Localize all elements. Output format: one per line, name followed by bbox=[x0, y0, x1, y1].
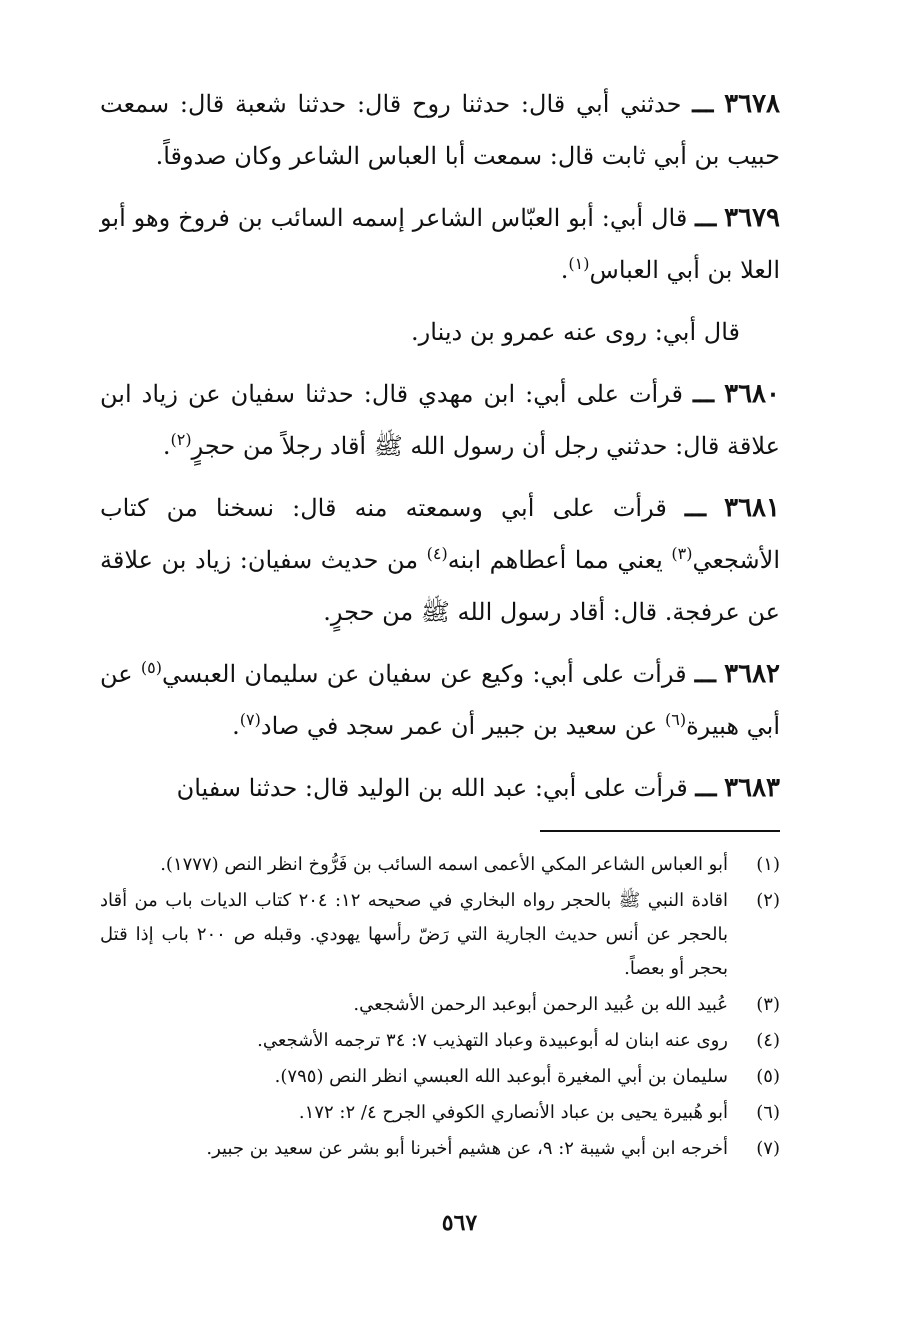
paragraph-text: قرأت على أبي: وكيع عن سفيان عن سليمان العبسي bbox=[161, 660, 687, 688]
footnote-item bbox=[100, 1060, 780, 1094]
footnote-ref: (١) bbox=[568, 254, 590, 273]
dash: ـــ bbox=[695, 203, 717, 232]
footnote-text: عُبيد الله بن عُبيد الرحمن أبوعبد الرحمن الأشجعي. bbox=[353, 994, 728, 1015]
main-text bbox=[100, 78, 780, 824]
dash: ـــ bbox=[695, 773, 717, 802]
footnote-item bbox=[100, 988, 780, 1022]
paragraph-text: عن أبي هبيرة bbox=[100, 660, 780, 740]
footnote-text: روى عنه ابنان له أبوعبيدة وعباد التهذيب ٧: ٣٤ ترجمه الأشجعي. bbox=[257, 1030, 728, 1051]
footnotes bbox=[100, 848, 780, 1168]
paragraph-number: ٣٦٨٠ bbox=[724, 379, 780, 409]
footnote-text: سليمان بن أبي المغيرة أبوعبد الله العبسي انظر النص (٧٩٥). bbox=[274, 1066, 728, 1087]
footnote-number: (٢) bbox=[756, 890, 780, 911]
paragraph-3681 bbox=[100, 482, 780, 638]
footnote-text: أبو هُبيرة يحيى بن عباد الأنصاري الكوفي الجرح ٤/ ٢: ١٧٢. bbox=[298, 1102, 728, 1123]
paragraph-text: قال أبي: أبو العبّاس الشاعر إسمه السائب بن فروخ وهو أبو العلا بن أبي العباس bbox=[100, 204, 780, 284]
paragraph-text: عن سعيد بن جبير أن عمر سجد في صاد bbox=[260, 712, 665, 740]
footnote-number: (٧) bbox=[756, 1138, 780, 1159]
dash: ـــ bbox=[692, 89, 714, 118]
paragraph-3683 bbox=[100, 762, 780, 814]
footnote-ref: (٤) bbox=[426, 544, 448, 563]
paragraph-number: ٣٦٧٨ bbox=[724, 89, 780, 119]
footnote-text: اقادة النبي ﷺ بالحجر رواه البخاري في صحيحه ١٢: ٢٠٤ كتاب الديات باب من أقاد بالحجر عن أنس حديث الجارية التي رَضّ رأسها يهودي. وقبله ص ٢٠٠ باب إذا قتل بحجر أو بعصاً. bbox=[100, 890, 728, 979]
paragraph-text: حدثني أبي قال: حدثنا روح قال: حدثنا شعبة قال: سمعت حبيب بن أبي ثابت قال: سمعت أبا العباس الشاعر وكان صدوقاً. bbox=[100, 90, 780, 170]
paragraph-tail: . bbox=[560, 256, 569, 284]
page-number: ٥٦٧ bbox=[441, 1210, 478, 1236]
dash: ـــ bbox=[694, 659, 716, 688]
paragraph-3680 bbox=[100, 368, 780, 472]
paragraph-text: قال أبي: روى عنه عمرو بن دينار. bbox=[411, 318, 740, 346]
footnote-text: أبو العباس الشاعر المكي الأعمى اسمه السائب بن فَرُّوخ انظر النص (١٧٧٧). bbox=[160, 854, 728, 875]
footnote-item bbox=[100, 1096, 780, 1130]
footnote-ref: (٣) bbox=[671, 544, 693, 563]
footnote-number: (٤) bbox=[756, 1030, 780, 1051]
footnote-number: (٦) bbox=[756, 1102, 780, 1123]
footnote-ref: (٥) bbox=[140, 658, 162, 677]
paragraph-tail: . bbox=[162, 432, 171, 460]
paragraph-text: قرأت على أبي: ابن مهدي قال: حدثنا سفيان عن زياد ابن علاقة قال: حدثني رجل أن رسول الله ﷺ أقاد رجلاً من حجرٍ bbox=[100, 380, 780, 460]
dash: ـــ bbox=[692, 379, 715, 408]
footnote-ref: (٦) bbox=[664, 710, 687, 729]
footnote-item bbox=[100, 1132, 780, 1166]
dash: ـــ bbox=[684, 493, 707, 522]
paragraph-3682 bbox=[100, 648, 780, 752]
paragraph-number: ٣٦٧٩ bbox=[724, 203, 780, 233]
footnote-item bbox=[100, 884, 780, 986]
footnote-number: (٣) bbox=[756, 994, 780, 1015]
footnote-ref: (٧) bbox=[239, 710, 261, 729]
footnote-number: (١) bbox=[756, 854, 780, 875]
paragraph-text: من حديث سفيان: زياد بن علاقة عن عرفجة. قال: أقاد رسول الله ﷺ من حجرٍ. bbox=[100, 546, 780, 626]
paragraph-text: قرأت على أبي: عبد الله بن الوليد قال: حدثنا سفيان bbox=[176, 774, 688, 802]
paragraph-number: ٣٦٨٢ bbox=[724, 659, 780, 689]
footnote-separator bbox=[540, 830, 780, 832]
footnote-item bbox=[100, 848, 780, 882]
paragraph-3679-note bbox=[100, 306, 780, 358]
footnote-ref: (٢) bbox=[170, 430, 192, 449]
paragraph-number: ٣٦٨٣ bbox=[724, 773, 780, 803]
paragraph-3678 bbox=[100, 78, 780, 182]
paragraph-tail: . bbox=[232, 712, 240, 740]
paragraph-text: يعني مما أعطاهم ابنه bbox=[447, 546, 672, 574]
paragraph-number: ٣٦٨١ bbox=[724, 493, 780, 523]
paragraph-3679 bbox=[100, 192, 780, 296]
paragraph-text: قرأت على أبي وسمعته منه قال: نسخنا من كتاب الأشجعي bbox=[100, 494, 780, 574]
footnote-number: (٥) bbox=[756, 1066, 780, 1087]
footnote-text: أخرجه ابن أبي شيبة ٢: ٩، عن هشيم أخبرنا أبو بشر عن سعيد بن جبير. bbox=[206, 1138, 728, 1159]
footnote-item bbox=[100, 1024, 780, 1058]
